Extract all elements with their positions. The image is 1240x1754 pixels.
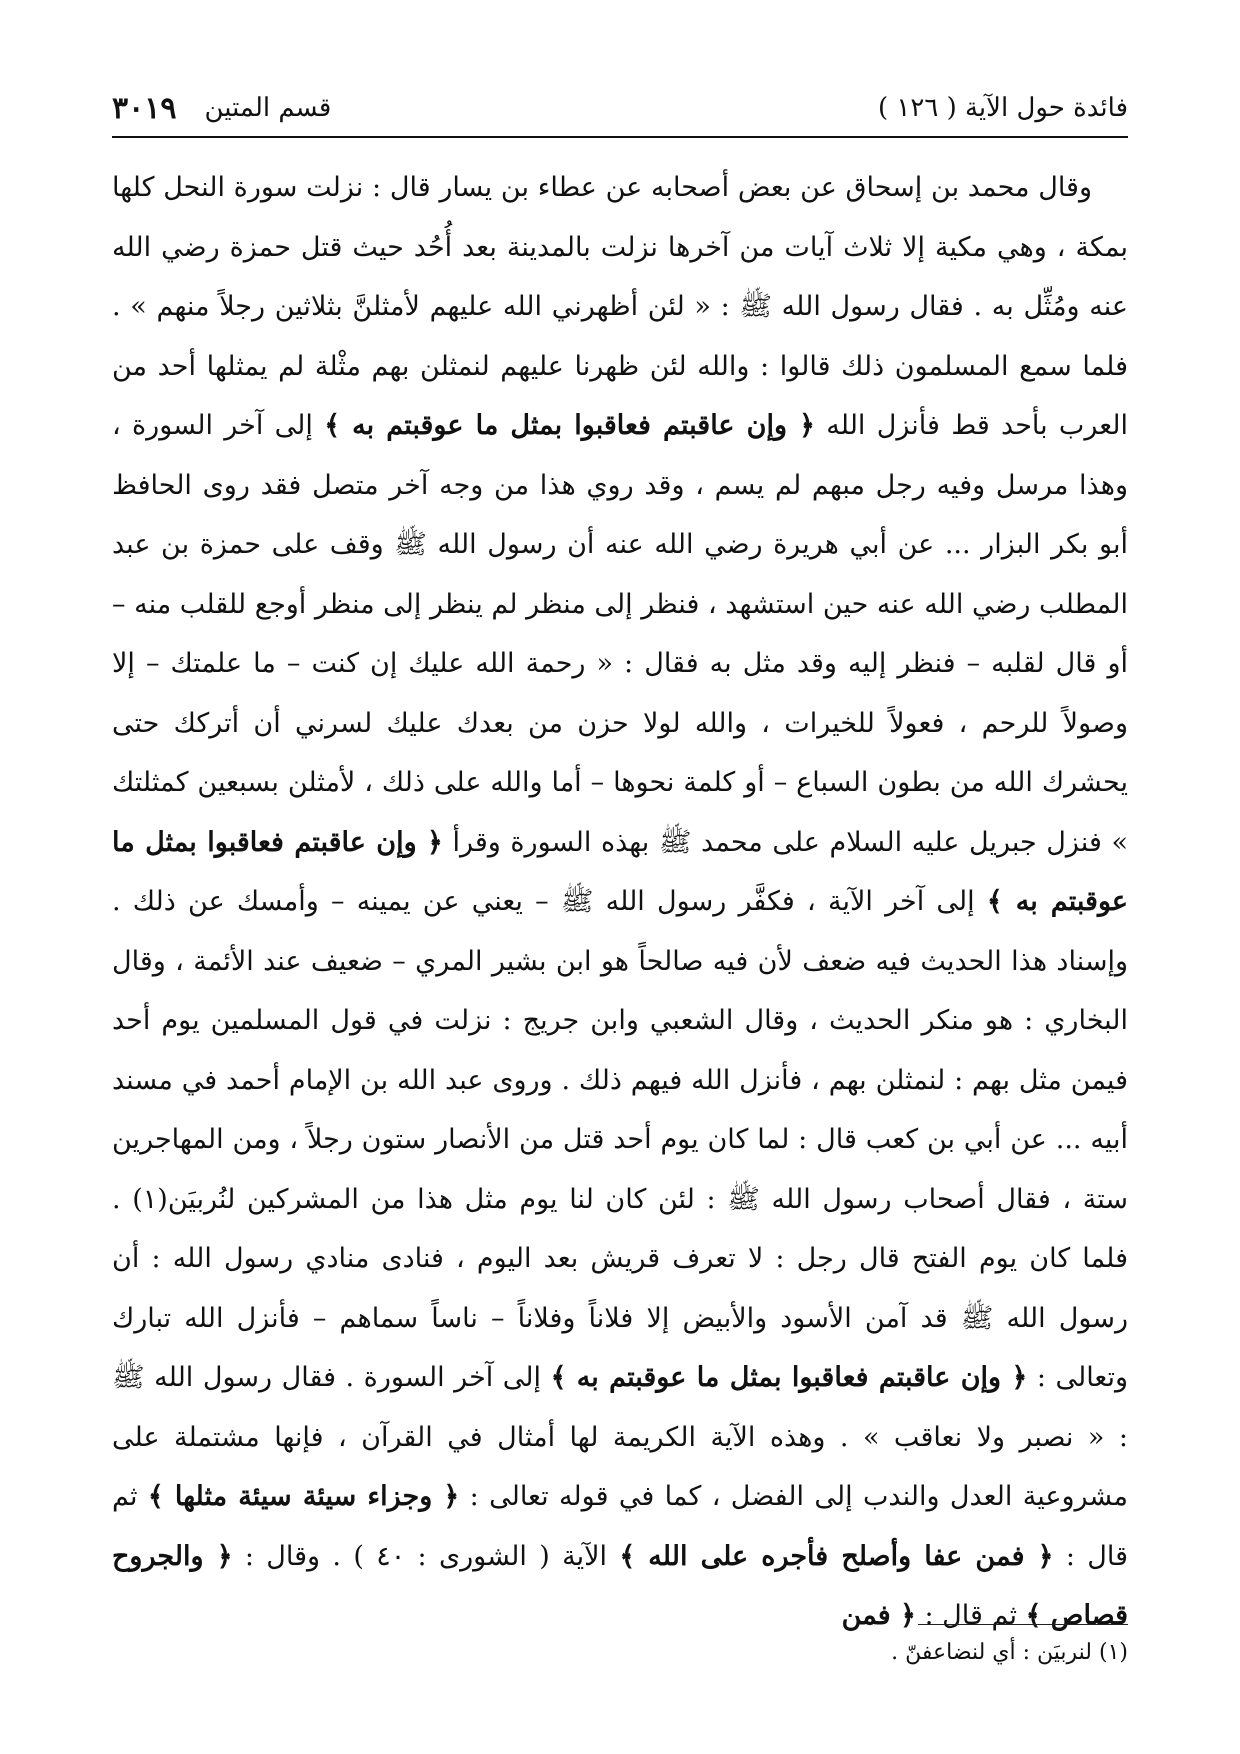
main-text [112, 158, 1128, 1646]
header-divider [112, 136, 1128, 138]
text-run: إلى آخر السورة ، وهذا مرسل وفيه رجل مبهم لم يسم ، وقد روي هذا من وجه آخر متصل فقد روى الحافظ أبو بكر البزار ... عن أبي هريرة رضي الله عنه أن رسول الله ﷺ وقف على حمزة بن عبد المطلب رضي الله عنه حين استشهد ، فنظر إلى منظر لم ينظر إلى منظر أوجع للقلب منه – أو قال لقلبه – فنظر إليه وقد مثل به فقال : « رحمة الله عليك إن كنت – ما علمتك – إلا وصولاً للرحم ، فعولاً للخيرات ، والله لولا حزن من بعدك عليك لسرني أن أتركك حتى يحشرك الله من بطون السباع – أو كلمة نحوها – أما والله على ذلك ، لأمثلن بسبعين كمثلتك » فنزل جبريل عليه السلام على محمد ﷺ بهذه السورة وقرأ [112, 410, 1128, 858]
text-run: إلى آخر الآية ، فكفَّر رسول الله ﷺ – يعني عن يمينه – وأمسك عن ذلك . وإسناد هذا الحديث فيه ضعف لأن فيه صالحاً هو ابن بشير المري – ضعيف عند الأئمة ، وقال البخاري : هو منكر الحديث ، وقال الشعبي وابن جريج : نزلت في قول المسلمين يوم أحد فيمن مثل بهم : لنمثلن بهم ، فأنزل الله فيهم ذلك . وروى عبد الله بن الإمام أحمد في مسند أبيه ... عن أبي بن كعب قال : لما كان يوم أحد قتل من الأنصار ستون رجلاً ، ومن المهاجرين ستة ، فقال أصحاب رسول الله ﷺ : لئن كان لنا يوم مثل هذا من المشركين لنُربيَن(١) . فلما كان يوم الفتح قال رجل : لا تعرف قريش بعد اليوم ، فنادى منادي رسول الله : أن رسول الله ﷺ قد آمن الأسود والأبيض إلا فلاناً وفلاناً – ناساً سماهم – فأنزل الله تبارك وتعالى : [112, 886, 1129, 1393]
footnote: (١) لنربيَن : أي لنضاعفنّ . [891, 1640, 1128, 1665]
header-left [112, 91, 331, 126]
quran-quote: ﴿ فمن عفا وأصلح فأجره على الله ﴾ [619, 1540, 1054, 1572]
text-run: ثم قال : [112, 1481, 1129, 1572]
footnote-divider [918, 1624, 1128, 1625]
paragraph [112, 158, 1128, 1646]
text-run: إلى آخر السورة . فقال رسول الله ﷺ : « نصبر ولا نعاقب » . وهذه الآية الكريمة لها أمثال في القرآن ، فإنها مشتملة على مشروعية العدل والندب إلى الفضل ، كما في قوله تعالى : [112, 1362, 1128, 1512]
header-right [878, 93, 1128, 123]
text-run: وقال محمد بن إسحاق عن بعض أصحابه عن عطاء بن يسار قال : نزلت سورة النحل كلها بمكة ، وهي مكية إلا ثلاث آيات من آخرها نزلت بالمدينة بعد أُحُد حيث قتل حمزة رضي الله عنه ومُثِّل به . فقال رسول الله ﷺ : « لئن أظهرني الله عليهم لأمثلنَّ بثلاثين رجلاً منهم » . فلما سمع المسلمون ذلك قالوا : والله لئن ظهرنا عليهم لنمثلن بهم مثْلة لم يمثلها أحد من العرب بأحد قط فأنزل الله [112, 172, 1128, 441]
text-run: ثم قال : [924, 1600, 1017, 1631]
book-section-label: قسم المتين [204, 93, 332, 123]
quran-quote: ﴿ وجزاء سيئة سيئة مثلها ﴾ [147, 1481, 460, 1512]
page-header [112, 88, 1128, 128]
quran-quote: ﴿ والجروح قصاص ﴾ [112, 1540, 1128, 1631]
quran-quote: ﴿ وإن عاقبتم فعاقبوا بمثل ما عوقبتم به ﴾ [324, 410, 815, 441]
page-number: ٣٠١٩ [112, 90, 177, 126]
section-title: فائدة حول الآية ( ١٢٦ ) [877, 93, 1128, 123]
quran-quote: ﴿ فمن [841, 1600, 916, 1631]
quran-quote: ﴿ وإن عاقبتم فعاقبوا بمثل ما عوقبتم به ﴾ [550, 1362, 1028, 1393]
quran-quote: ﴿ وإن عاقبتم فعاقبوا بمثل ما عوقبتم به ﴾ [112, 826, 1129, 917]
text-run: الآية ( الشورى : ٤٠ ) . وقال : [244, 1540, 607, 1572]
